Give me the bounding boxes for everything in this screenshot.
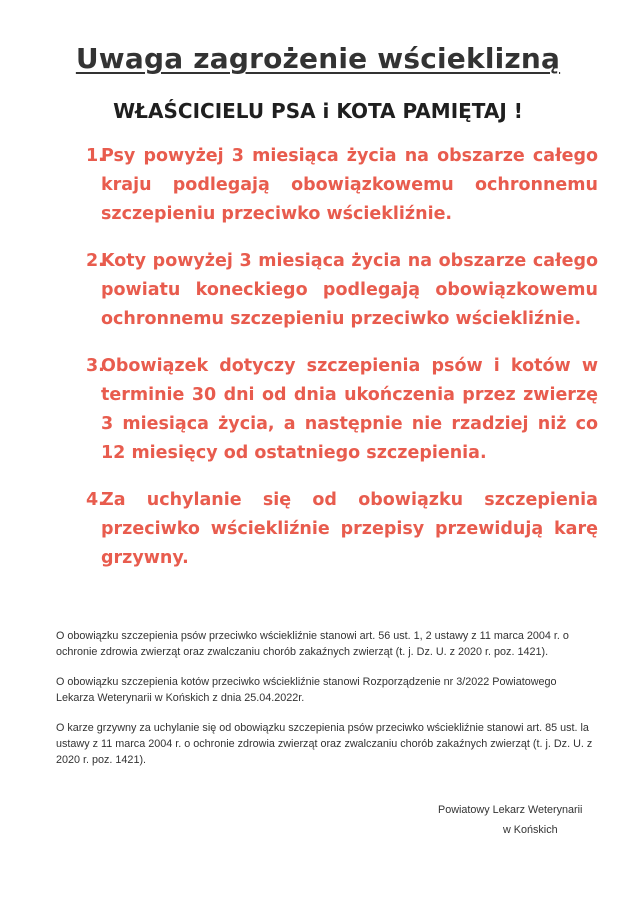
signature-title: Powiatowy Lekarz Weterynarii	[438, 804, 583, 816]
obligation-item	[86, 142, 598, 229]
legal-note-dogs: O obowiązku szczepienia psów przeciwko wściekliźnie stanowi art. 56 ust. 1, 2 ustawy z 11 marca 2004 r. o ochronie zdrowia zwierząt oraz zwalczaniu chorób zakaźnych zwierząt (t. j. Dz. U. z 2020 r. poz. 1421).	[56, 630, 569, 658]
obligation-text: Koty powyżej 3 miesiąca życia na obszarze całego powiatu koneckiego podlegają obowiązkowemu ochronnemu szczepieniu przeciwko wściekliźnie.	[101, 251, 598, 329]
signature-location: w Końskich	[503, 824, 558, 836]
obligation-number: 4.	[86, 490, 105, 510]
notice-subtitle: WŁAŚCICIELU PSA i KOTA PAMIĘTAJ !	[113, 99, 523, 123]
obligation-text: Obowiązek dotyczy szczepienia psów i kotów w terminie 30 dni od dnia ukończenia przez zwierzę 3 miesiąca życia, a następnie nie rzadziej niż co 12 miesięcy od ostatniego szczepienia.	[101, 356, 598, 463]
legal-note-fine: O karze grzywny za uchylanie się od obowiązku szczepienia psów przeciwko wściekliźnie stanowi art. 85 ust. la ustawy z 11 marca 2004 r. o ochronie zdrowia zwierząt oraz zwalczaniu chorób zakaźnych zwierząt (t. j. Dz. U. z 2020 r. poz. 1421).	[56, 722, 593, 766]
obligations-list	[86, 142, 598, 591]
obligation-item	[86, 486, 598, 573]
obligation-item	[86, 352, 598, 468]
obligation-number: 1.	[86, 146, 105, 166]
obligation-text: Psy powyżej 3 miesiąca życia na obszarze całego kraju podlegają obowiązkowemu ochronnemu szczepieniu przeciwko wściekliźnie.	[101, 146, 598, 224]
signature-block	[400, 800, 620, 840]
obligation-text: Za uchylanie się od obowiązku szczepienia przeciwko wściekliźnie przepisy przewidują karę grzywny.	[101, 490, 598, 568]
obligation-number: 2.	[86, 251, 105, 271]
obligation-item	[86, 247, 598, 334]
obligation-number: 3.	[86, 356, 105, 376]
legal-notes	[56, 628, 596, 782]
notice-title: Uwaga zagrożenie wścieklizną	[75, 42, 561, 75]
legal-note-cats: O obowiązku szczepienia kotów przeciwko wściekliźnie stanowi Rozporządzenie nr 3/2022 Powiatowego Lekarza Weterynarii w Końskich z dnia 25.04.2022r.	[56, 676, 557, 704]
